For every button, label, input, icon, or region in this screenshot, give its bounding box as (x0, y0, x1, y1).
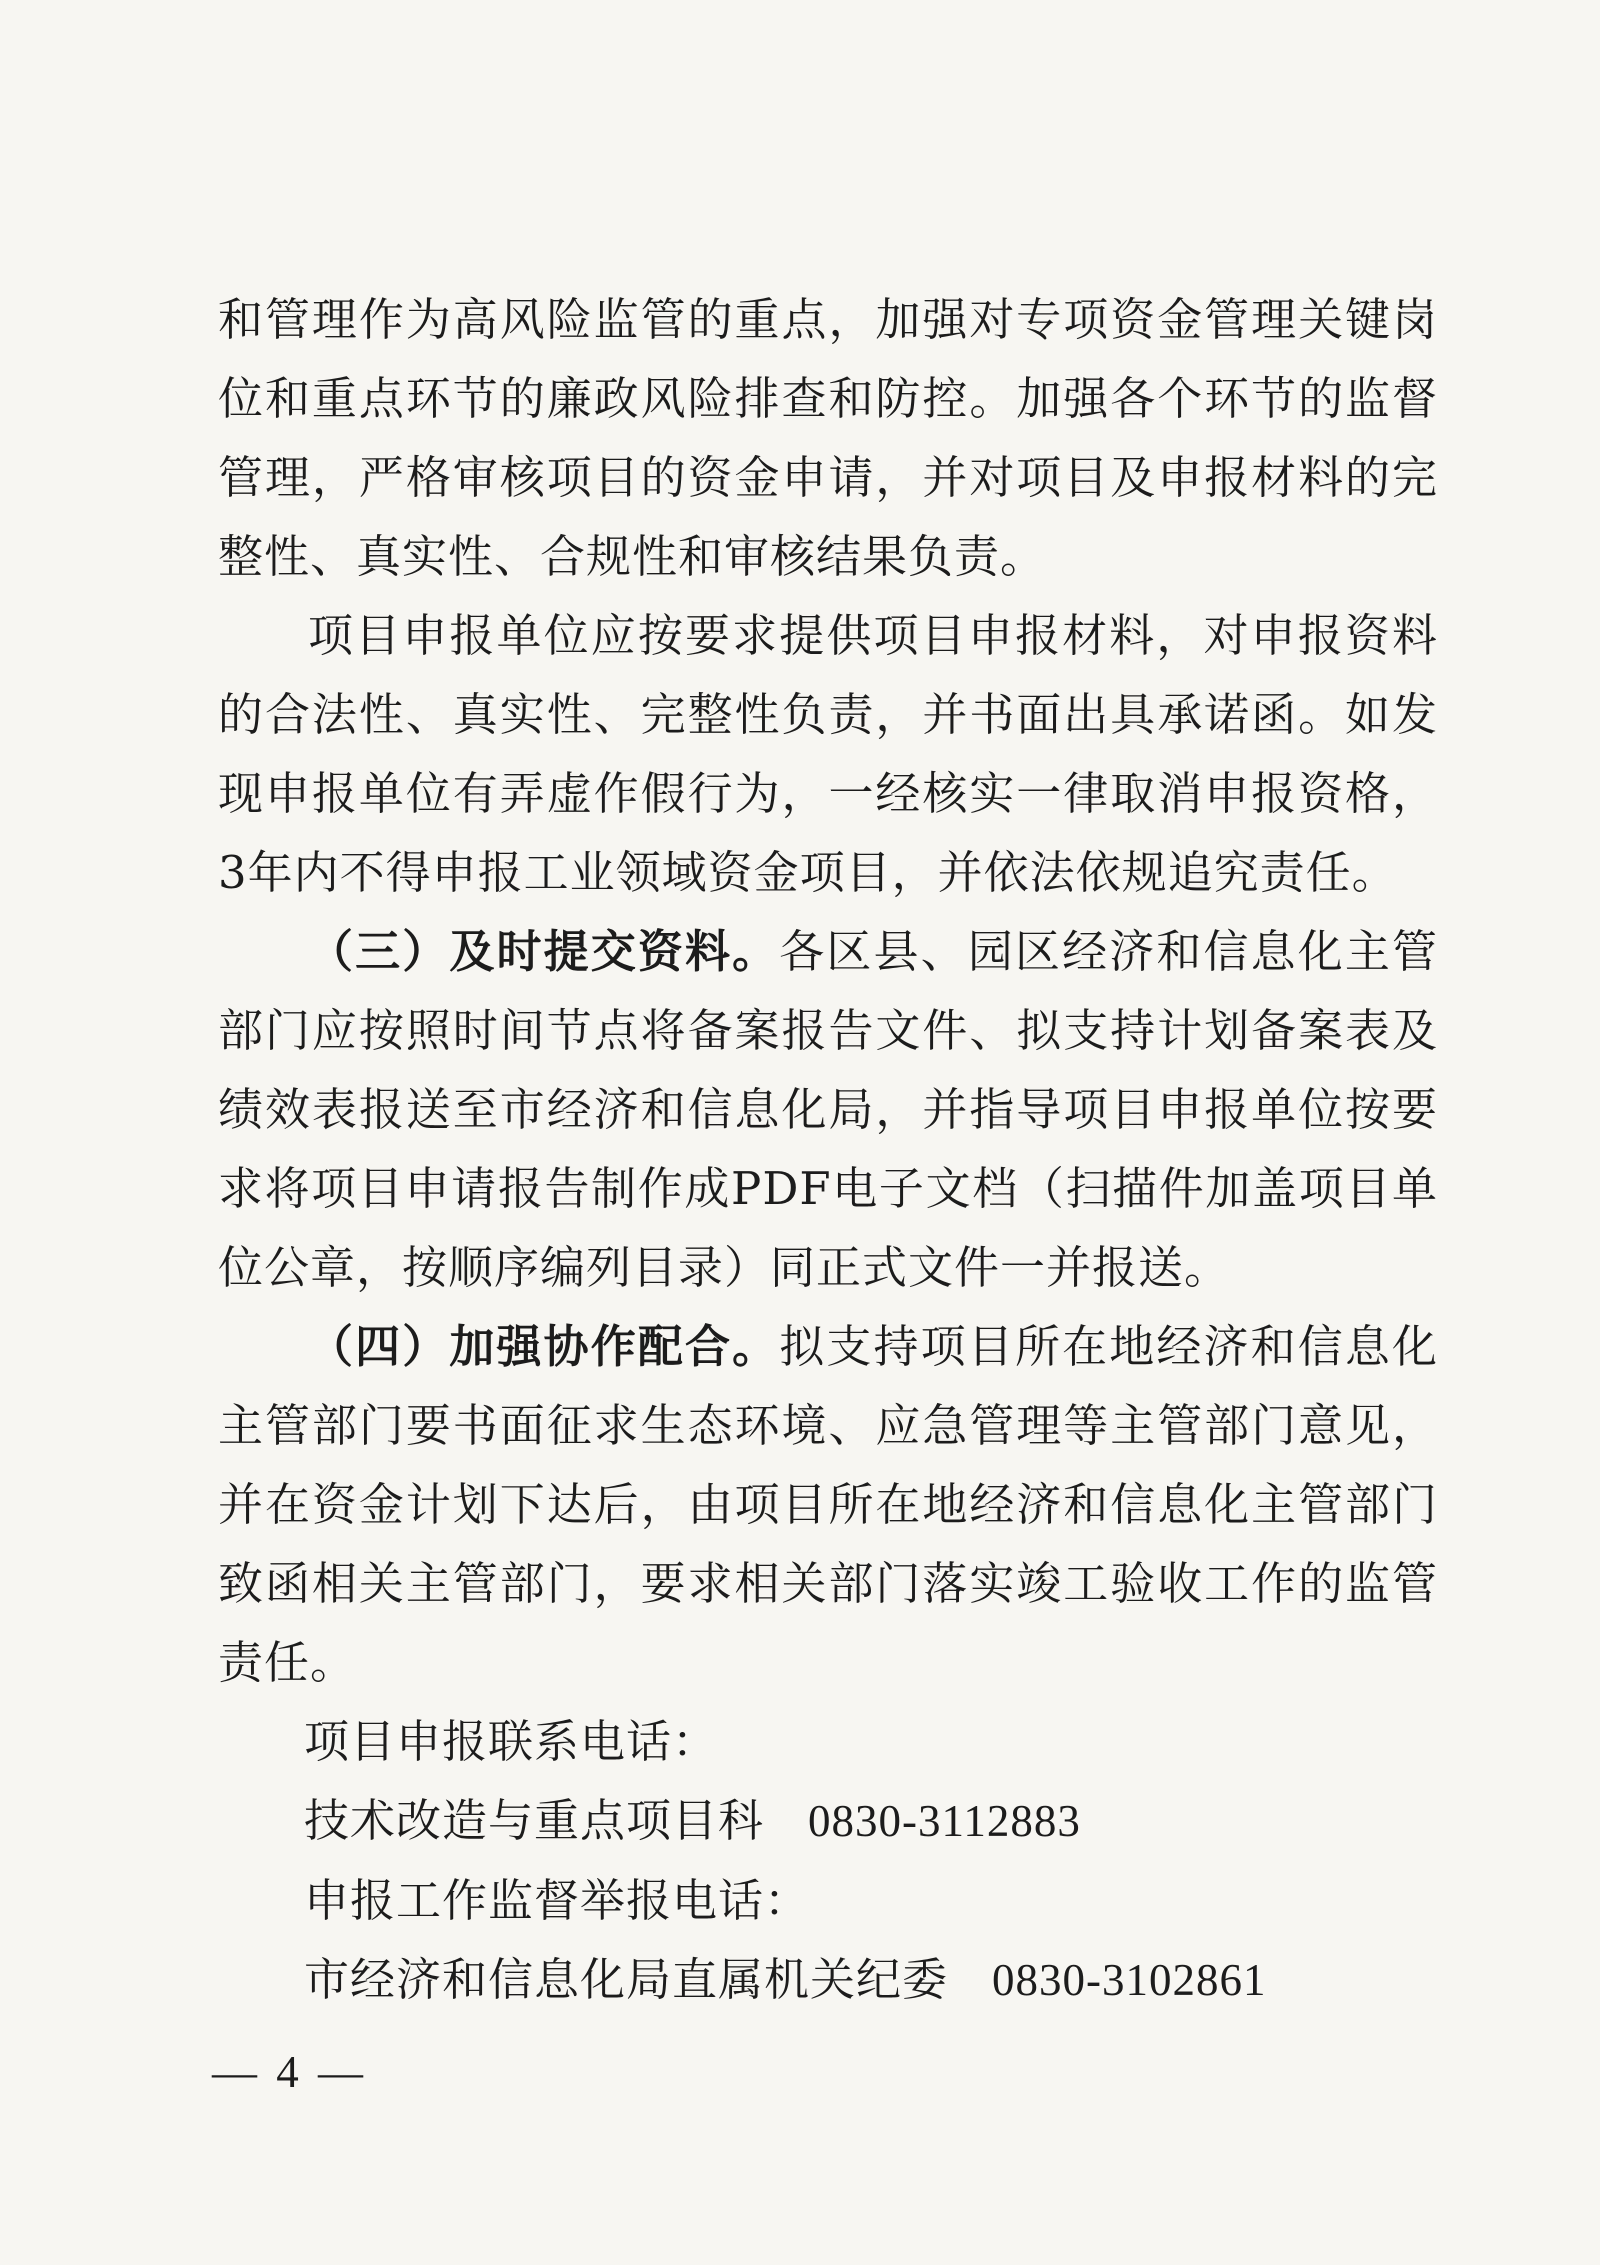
page-number: — 4 — (212, 2047, 367, 2097)
apply-contact-line (218, 1781, 1438, 1861)
paragraph-submit-materials (218, 912, 1438, 1307)
report-contact-title: 申报工作监督举报电话： (304, 1874, 811, 1927)
paragraph-cooperation (218, 1307, 1438, 1702)
document-body (218, 280, 1438, 2020)
section-text-submit-materials: 各区县、园区经济和信息化主管部门应按照时间节点将备案报告文件、拟支持计划备案表及绩效表报送至市经济和信息化局，并指导项目申报单位按要求将项目申请报告制作成PDF电子文档（扫描件加盖项目单位公章，按顺序编列目录）同正式文件一并报送。 (218, 925, 1438, 1294)
apply-contact-phone: 0830-3112883 (808, 1796, 1081, 1846)
section-heading-submit-materials: （三）及时提交资料。 (308, 925, 780, 978)
apply-contact-title: 项目申报联系电话： (304, 1715, 719, 1768)
report-contact-department: 市经济和信息化局直属机关纪委 (304, 1953, 949, 2006)
section-heading-cooperation: （四）加强协作配合。 (308, 1320, 780, 1373)
section-text-cooperation: 拟支持项目所在地经济和信息化主管部门要书面征求生态环境、应急管理等主管部门意见，并在资金计划下达后，由项目所在地经济和信息化主管部门致函相关主管部门，要求相关部门落实竣工验收工作的监管责任。 (218, 1320, 1438, 1689)
paragraph-applicant-responsibility: 项目申报单位应按要求提供项目申报材料，对申报资料的合法性、真实性、完整性负责，并书面出具承诺函。如发现申报单位有弄虚作假行为，一经核实一律取消申报资格，3年内不得申报工业领域资金项目，并依法依规追究责任。 (218, 609, 1438, 899)
report-contact-phone: 0830-3102861 (992, 1955, 1267, 2005)
apply-contact-department: 技术改造与重点项目科 (304, 1794, 765, 1847)
paragraph-risk-control: 和管理作为高风险监管的重点，加强对专项资金管理关键岗位和重点环节的廉政风险排查和防控。加强各个环节的监督管理，严格审核项目的资金申请，并对项目及申报材料的完整性、真实性、合规性和审核结果负责。 (218, 293, 1438, 583)
report-contact-line (218, 1940, 1438, 2020)
